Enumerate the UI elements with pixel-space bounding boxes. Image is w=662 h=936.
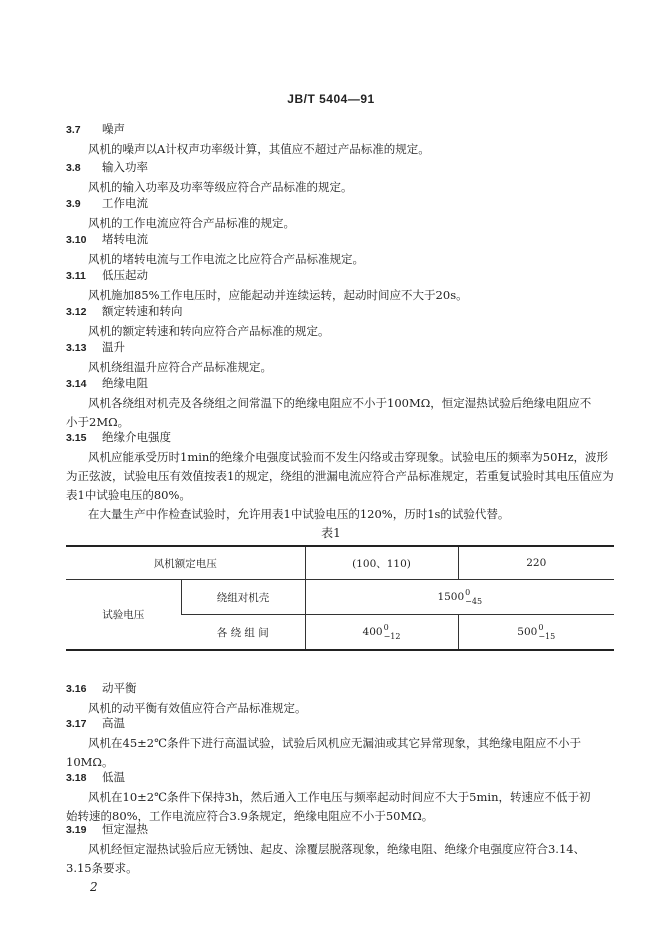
section-title: 低温 <box>102 770 125 784</box>
tolerance-upper: 0 <box>538 623 544 632</box>
tolerance-upper: 0 <box>465 588 471 597</box>
section-3-18 <box>66 768 614 826</box>
value: 1500 <box>437 591 465 603</box>
section-number: 3.11 <box>66 270 86 282</box>
section-title: 恒定湿热 <box>102 822 148 836</box>
section-title: 输入功率 <box>102 160 148 174</box>
section-title: 绝缘介电强度 <box>102 430 171 444</box>
section-3-16 <box>66 679 614 718</box>
section-title: 温升 <box>102 340 125 354</box>
tolerance-upper: 0 <box>383 623 389 632</box>
section-title: 高温 <box>102 716 125 730</box>
section-3-8 <box>66 158 614 197</box>
section-title: 绝缘电阻 <box>102 376 148 390</box>
cell-winding-to-case <box>305 580 614 615</box>
cell-between-windings-220 <box>458 615 614 651</box>
row-label-winding-to-case: 绕组对机壳 <box>181 580 305 615</box>
tolerance-lower: −12 <box>383 632 401 641</box>
section-title: 工作电流 <box>102 196 148 210</box>
section-text: 风机各绕组对机壳及各绕组之间常温下的绝缘电阻应不小于100MΩ，恒定湿热试验后绝缘电阻应不 <box>88 396 592 410</box>
section-3-14 <box>66 374 614 432</box>
section-text-cont: 小于2MΩ。 <box>66 415 130 429</box>
section-3-19 <box>66 820 614 878</box>
section-text: 风机在10±2℃条件下保持3h，然后通入工作电压与频率起动时间应不大于5min，转速应不低于初 <box>88 790 591 804</box>
section-paragraph: 在大量生产中作检查试验时，允许用表1中试验电压的120%，历时1s的试验代替。 <box>88 507 510 521</box>
section-3-13 <box>66 338 614 377</box>
section-3-11 <box>66 266 614 305</box>
section-text-cont: 10MΩ。 <box>66 755 114 769</box>
section-3-15 <box>66 428 614 524</box>
section-number: 3.9 <box>66 198 81 210</box>
value: 500 <box>517 626 538 638</box>
section-text: 风机经恒定湿热试验后应无锈蚀、起皮、涂覆层脱落现象，绝缘电阻、绝缘介电强度应符合3.14、 <box>88 842 586 856</box>
section-number: 3.17 <box>66 718 87 730</box>
section-3-7 <box>66 120 614 159</box>
section-number: 3.16 <box>66 683 87 695</box>
section-text: 风机的工作电流应符合产品标准的规定。 <box>88 216 295 230</box>
tolerance-lower: −45 <box>465 597 483 606</box>
section-3-12 <box>66 302 614 341</box>
section-3-9 <box>66 194 614 233</box>
section-3-10 <box>66 230 614 269</box>
tolerance <box>465 588 482 606</box>
document-header: JB/T 5404—91 <box>287 92 375 106</box>
section-text: 风机的堵转电流与工作电流之比应符合产品标准规定。 <box>88 252 364 266</box>
section-title: 额定转速和转向 <box>102 304 183 318</box>
header-rated-voltage: 风机额定电压 <box>66 546 305 580</box>
section-title: 低压起动 <box>102 268 148 282</box>
section-text: 风机的噪声以A计权声功率级计算，其值应不超过产品标准的规定。 <box>88 142 430 156</box>
section-number: 3.12 <box>66 306 87 318</box>
row-label-between-windings: 各 绕 组 间 <box>181 615 305 651</box>
table-caption: 表1 <box>321 526 341 540</box>
section-text: 风机在45±2℃条件下进行高温试验，试验后风机应无漏油或其它异常现象，其绝缘电阻应不小于 <box>88 736 581 750</box>
section-text-cont: 始转速的80%，工作电流应符合3.9条规定，绝缘电阻应不小于50MΩ。 <box>66 809 434 823</box>
section-text: 风机的额定转速和转向应符合产品标准的规定。 <box>88 324 330 338</box>
section-number: 3.8 <box>66 162 81 174</box>
section-number: 3.13 <box>66 342 87 354</box>
page-number: 2 <box>90 880 98 894</box>
section-number: 3.15 <box>66 432 87 444</box>
section-number: 3.19 <box>66 824 87 836</box>
section-title: 动平衡 <box>102 681 137 695</box>
section-title: 堵转电流 <box>102 232 148 246</box>
tolerance <box>538 623 555 641</box>
section-text-cont: 3.15条要求。 <box>66 861 138 875</box>
section-3-17 <box>66 714 614 772</box>
row-group-test-voltage: 试验电压 <box>66 580 181 651</box>
section-text: 风机绕组温升应符合产品标准规定。 <box>88 360 272 374</box>
tolerance <box>384 623 401 641</box>
section-text: 风机的动平衡有效值应符合产品标准规定。 <box>88 701 307 715</box>
section-number: 3.18 <box>66 772 87 784</box>
value: 400 <box>362 626 383 638</box>
cell-between-windings-100-110 <box>305 615 458 651</box>
header-col-220: 220 <box>458 546 614 580</box>
section-number: 3.14 <box>66 378 87 390</box>
header-col-100-110: (100、110) <box>305 546 458 580</box>
section-text: 风机施加85%工作电压时，应能起动并连续运转，起动时间应不大于20s。 <box>88 288 468 302</box>
section-paragraph: 风机应能承受历时1min的绝缘介电强度试验而不发生闪络或击穿现象。试验电压的频率为50Hz，波形为正弦波，试验电压有效值按表1的规定，绕组的泄漏电流应符合产品标准规定，若重复试验时其电压值应为表1中试验电压的80%。 <box>66 450 614 502</box>
section-text: 风机的输入功率及功率等级应符合产品标准的规定。 <box>88 180 353 194</box>
section-number: 3.10 <box>66 234 87 246</box>
tolerance-lower: −15 <box>538 632 556 641</box>
section-title: 噪声 <box>102 122 125 136</box>
section-number: 3.7 <box>66 124 81 136</box>
test-voltage-table <box>66 545 614 651</box>
